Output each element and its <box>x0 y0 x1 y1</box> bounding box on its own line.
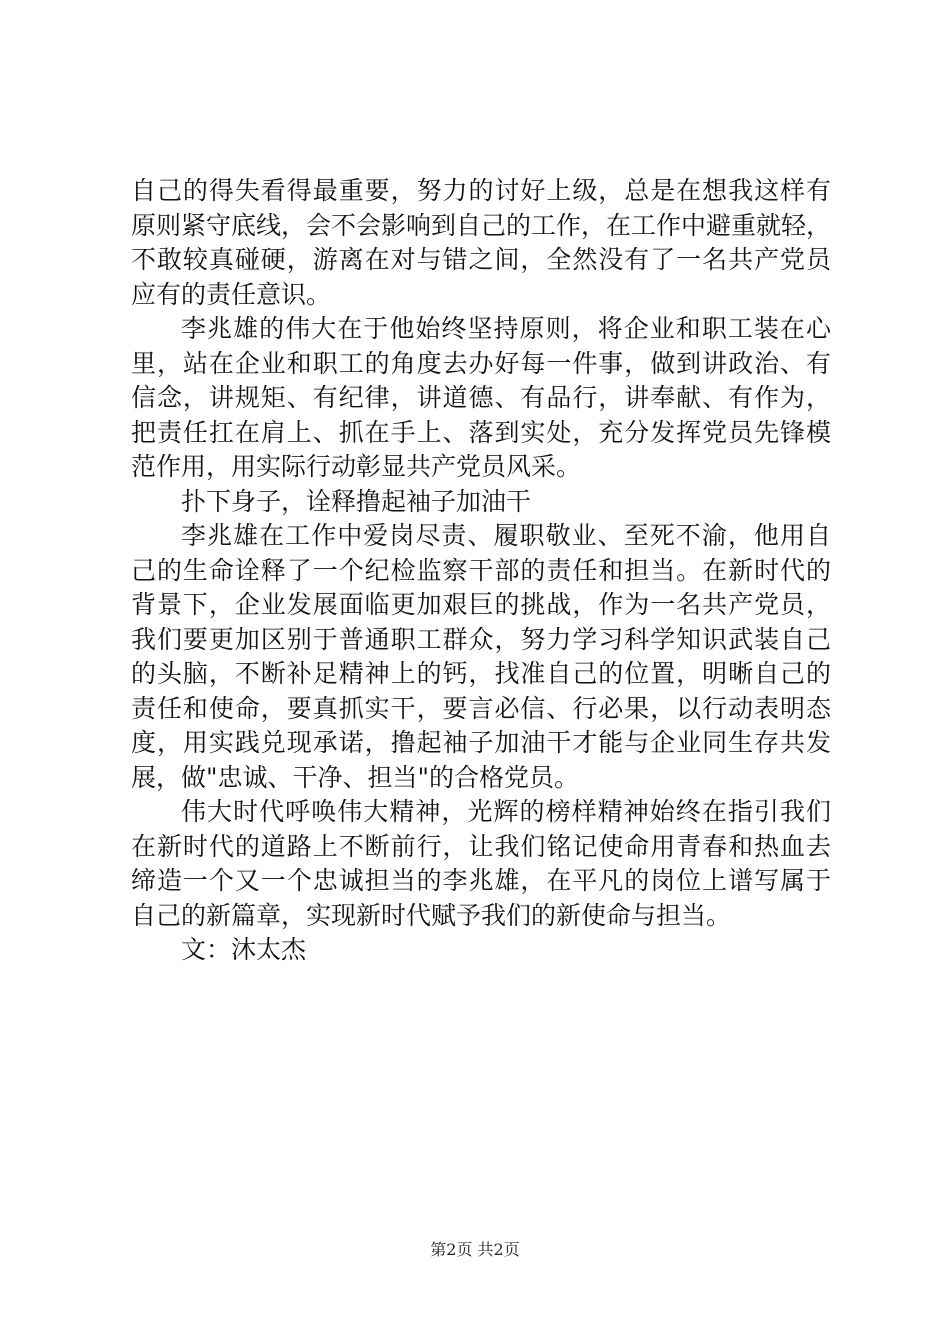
paragraph-line: 范作用，用实际行动彰显共产党员风采。 <box>131 452 582 481</box>
paragraph-line: 己的生命诠释了一个纪检监察干部的责任和担当。在新时代的 <box>131 555 831 585</box>
paragraph-line: 李兆雄在工作中爱岗尽责、履职敬业、至死不渝，他用自 <box>181 521 831 550</box>
paragraph-line: 李兆雄的伟大在于他始终坚持原则，将企业和职工装在心 <box>181 314 831 343</box>
paragraph-line: 的头脑，不断补足精神上的钙，找准自己的位置，明晰自己的 <box>131 659 831 688</box>
paragraph-line: 在新时代的道路上不断前行，让我们铭记使命用青春和热血去 <box>131 831 831 861</box>
paragraph-line: 不敢较真碰硬，游离在对与错之间，全然没有了一名共产党员 <box>131 245 831 274</box>
paragraph-line: 背景下，企业发展面临更加艰巨的挑战，作为一名共产党员， <box>131 590 831 619</box>
paragraph-line: 文：沐太杰 <box>181 935 307 964</box>
paragraph-line: 责任和使命，要真抓实干，要言必信、行必果，以行动表明态 <box>131 693 831 723</box>
paragraph-line: 我们要更加区别于普通职工群众，努力学习科学知识武装自己 <box>131 624 831 654</box>
paragraph-line: 伟大时代呼唤伟大精神，光辉的榜样精神始终在指引我们 <box>181 797 831 826</box>
paragraph-line: 缔造一个又一个忠诚担当的李兆雄，在平凡的岗位上谱写属于 <box>131 866 831 895</box>
paragraph-line: 里，站在企业和职工的角度去办好每一件事，做到讲政治、有 <box>131 348 831 378</box>
paragraph-line: 扑下身子，诠释撸起袖子加油干 <box>181 486 532 516</box>
document-body <box>131 174 831 968</box>
paragraph-line: 自己的得失看得最重要，努力的讨好上级，总是在想我这样有 <box>131 176 831 205</box>
paragraph-line: 把责任扛在肩上、抓在手上、落到实处，充分发挥党员先锋模 <box>131 417 831 447</box>
page-footer: 第2页 共2页 <box>430 1240 520 1259</box>
paragraph-line: 自己的新篇章，实现新时代赋予我们的新使命与担当。 <box>131 900 732 930</box>
paragraph-line: 原则紧守底线，会不会影响到自己的工作，在工作中避重就轻， <box>131 210 832 240</box>
paragraph-line: 信念，讲规矩、有纪律，讲道德、有品行，讲奉献、有作为， <box>131 383 831 412</box>
paragraph-line: 展，做"忠诚、干净、担当"的合格党员。 <box>131 762 579 792</box>
paragraph-line: 度，用实践兑现承诺，撸起袖子加油干才能与企业同生存共发 <box>131 728 831 757</box>
paragraph-line: 应有的责任意识。 <box>131 279 332 309</box>
